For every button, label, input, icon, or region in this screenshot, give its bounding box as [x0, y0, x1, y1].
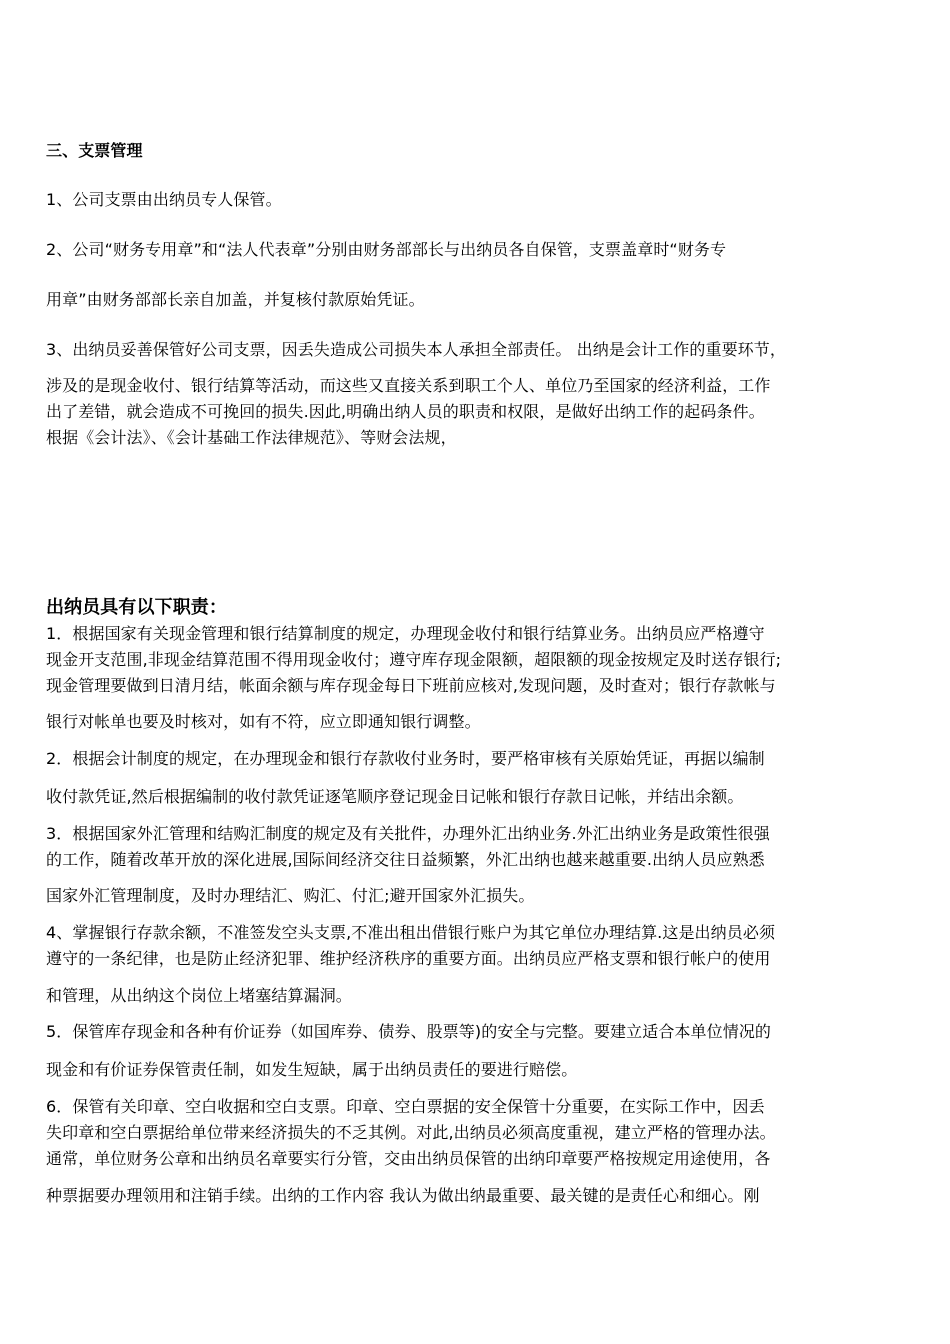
- paragraph-line: 出了差错，就会造成不可挽回的损失.因此,明确出纳人员的职责和权限，是做好出纳工作的起码条件。: [46, 402, 765, 421]
- paragraph-line: 通常，单位财务公章和出纳员名章要实行分管，交由出纳员保管的出纳印章要严格按规定用途使用，各: [46, 1149, 771, 1168]
- paragraph-line: 6．保管有关印章、空白收据和空白支票。印章、空白票据的安全保管十分重要，在实际工作中，因丢: [46, 1097, 765, 1116]
- paragraph-line: 2．根据会计制度的规定，在办理现金和银行存款收付业务时，要严格审核有关原始凭证，再据以编制: [46, 749, 765, 768]
- section-heading-cashier-duties: 出纳员具有以下职责：: [46, 597, 227, 618]
- paragraph-line: 3．根据国家外汇管理和结购汇制度的规定及有关批件，办理外汇出纳业务.外汇出纳业务是政策性很强: [46, 824, 770, 843]
- paragraph-line: 现金开支范围,非现金结算范围不得用现金收付；遵守库存现金限额，超限额的现金按规定及时送存银行;: [46, 650, 782, 669]
- paragraph-line: 现金管理要做到日清月结，帐面余额与库存现金每日下班前应核对,发现问题，及时查对；银行存款帐与: [46, 676, 776, 695]
- paragraph-line: 和管理，从出纳这个岗位上堵塞结算漏洞。: [46, 986, 352, 1005]
- paragraph-line: 4、掌握银行存款余额，不准签发空头支票,不准出租出借银行账户为其它单位办理结算.这是出纳员必须: [46, 923, 776, 942]
- paragraph-line: 1、公司支票由出纳员专人保管。: [46, 190, 282, 209]
- paragraph-line: 现金和有价证券保管责任制，如发生短缺，属于出纳员责任的要进行赔偿。: [46, 1060, 578, 1079]
- paragraph-line: 失印章和空白票据给单位带来经济损失的不乏其例。对此,出纳员必须高度重视，建立严格的管理办法。: [46, 1123, 776, 1142]
- paragraph-line: 根据《会计法》、《会计基础工作法律规范》、等财会法规，: [46, 428, 457, 447]
- paragraph-line: 收付款凭证,然后根据编制的收付款凭证逐笔顺序登记现金日记帐和银行存款日记帐，并结出余额。: [46, 787, 744, 806]
- paragraph-line: 用章”由财务部部长亲自加盖，并复核付款原始凭证。: [46, 290, 425, 309]
- paragraph-line: 5．保管库存现金和各种有价证券（如国库券、债券、股票等)的安全与完整。要建立适合本单位情况的: [46, 1022, 772, 1041]
- paragraph-line: 国家外汇管理制度，及时办理结汇、购汇、付汇;避开国家外汇损失。: [46, 886, 535, 905]
- paragraph-line: 种票据要办理领用和注销手续。出纳的工作内容 我认为做出纳最重要、最关键的是责任心和细心。刚: [46, 1186, 760, 1205]
- paragraph-line: 银行对帐单也要及时核对，如有不符，应立即通知银行调整。: [46, 712, 481, 731]
- section-heading-check-management: 三、支票管理: [46, 141, 143, 160]
- paragraph-line: 1．根据国家有关现金管理和银行结算制度的规定，办理现金收付和银行结算业务。出纳员应严格遵守: [46, 624, 765, 643]
- paragraph-line: 3、出纳员妥善保管好公司支票，因丢失造成公司损失本人承担全部责任。 出纳是会计工作的重要环节，: [46, 340, 786, 359]
- paragraph-line: 2、公司“财务专用章”和“法人代表章”分别由财务部部长与出纳员各自保管，支票盖章时“财务专: [46, 240, 727, 259]
- paragraph-line: 遵守的一条纪律，也是防止经济犯罪、维护经济秩序的重要方面。出纳员应严格支票和银行帐户的使用: [46, 949, 771, 968]
- paragraph-line: 涉及的是现金收付、银行结算等活动，而这些又直接关系到职工个人、单位乃至国家的经济利益，工作: [46, 376, 771, 395]
- paragraph-line: 的工作，随着改革开放的深化进展,国际间经济交往日益频繁，外汇出纳也越来越重要.出纳人员应熟悉: [46, 850, 765, 869]
